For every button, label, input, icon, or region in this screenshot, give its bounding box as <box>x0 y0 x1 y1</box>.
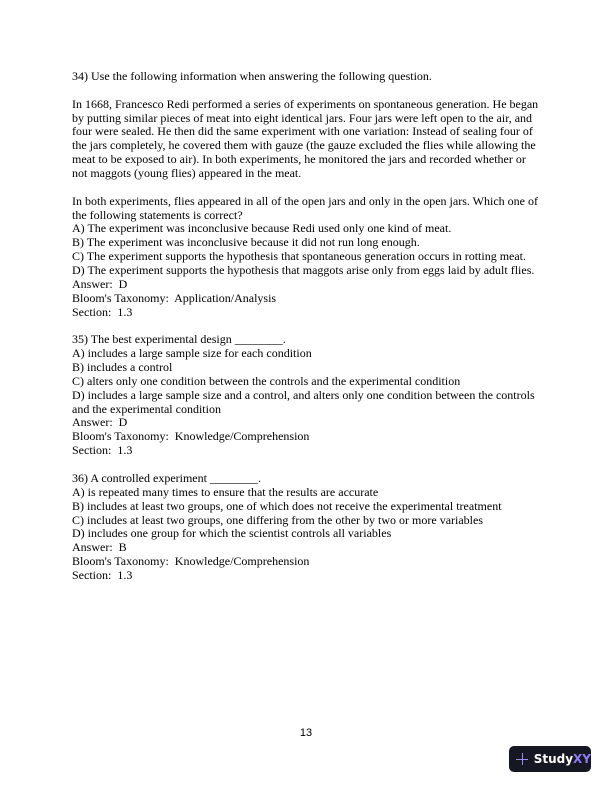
q36-answer: Answer: B <box>72 540 127 555</box>
q34-answer: Answer: D <box>72 276 128 291</box>
q35-option-d: D) includes a large sample size and a control, and alters only one condition between the controls <box>72 387 535 402</box>
passage-line: not maggots (young flies) appeared in the meat. <box>72 166 302 181</box>
q35-answer: Answer: D <box>72 415 128 430</box>
passage-line: meat to be exposed to air). In both experiments, he monitored the jars and recorded whether or <box>72 152 526 167</box>
q35-bloom: Bloom's Taxonomy: Knowledge/Comprehension <box>72 429 310 444</box>
q35-option-c: C) alters only one condition between the controls and the experimental condition <box>72 373 461 388</box>
page-number: 13 <box>299 727 313 739</box>
q34-option-d: D) The experiment supports the hypothesis that maggots arise only from eggs laid by adult flies. <box>72 263 535 278</box>
studyxy-logo[interactable] <box>509 746 591 772</box>
q35-option-d-cont: and the experimental condition <box>72 401 221 416</box>
q34-section: Section: 1.3 <box>72 304 133 319</box>
q36-option-b: B) includes at least two groups, one of which does not receive the experimental treatment <box>72 498 502 513</box>
q35-option-b: B) includes a control <box>72 360 173 375</box>
q34-option-a: A) The experiment was inconclusive because Redi used only one kind of meat. <box>72 221 452 236</box>
passage-line: by putting similar pieces of meat into eight identical jars. Four jars were left open to the air, and <box>72 110 533 125</box>
q35-section: Section: 1.3 <box>72 443 133 458</box>
q34-question: In both experiments, flies appeared in all of the open jars and only in the open jars. Which one of <box>72 193 538 208</box>
q35-question: 35) The best experimental design ________. <box>72 332 286 347</box>
q36-question: 36) A controlled experiment ________. <box>72 470 261 485</box>
q36-bloom: Bloom's Taxonomy: Knowledge/Comprehension <box>72 554 310 569</box>
document-body <box>72 70 552 583</box>
q36-section: Section: 1.3 <box>72 567 133 582</box>
q34-option-b: B) The experiment was inconclusive because it did not run long enough. <box>72 235 420 250</box>
q34-question: the following statements is correct? <box>72 207 243 222</box>
q34-bloom: Bloom's Taxonomy: Application/Analysis <box>72 290 277 305</box>
passage-line: the jars completely, he covered them with gauze (the gauze excluded the flies while allowing the <box>72 138 536 153</box>
logo-text-xy: XY <box>573 752 591 766</box>
q36-option-a: A) is repeated many times to ensure that the results are accurate <box>72 484 379 499</box>
q36-option-c: C) includes at least two groups, one differing from the other by two or more variables <box>72 512 484 527</box>
logo-text-study: Study <box>533 752 574 766</box>
passage-line: four were sealed. He then did the same experiment with one variation: Instead of sealing four of <box>72 124 533 139</box>
passage-line: In 1668, Francesco Redi performed a series of experiments on spontaneous generation. He began <box>72 96 539 111</box>
plus-icon <box>516 753 528 765</box>
q35-option-a: A) includes a large sample size for each condition <box>72 346 312 361</box>
q36-option-d: D) includes one group for which the scientist controls all variables <box>72 526 392 541</box>
q34-option-c: C) The experiment supports the hypothesis that spontaneous generation occurs in rotting meat. <box>72 249 527 264</box>
q34-intro: 34) Use the following information when answering the following question. <box>72 69 432 83</box>
